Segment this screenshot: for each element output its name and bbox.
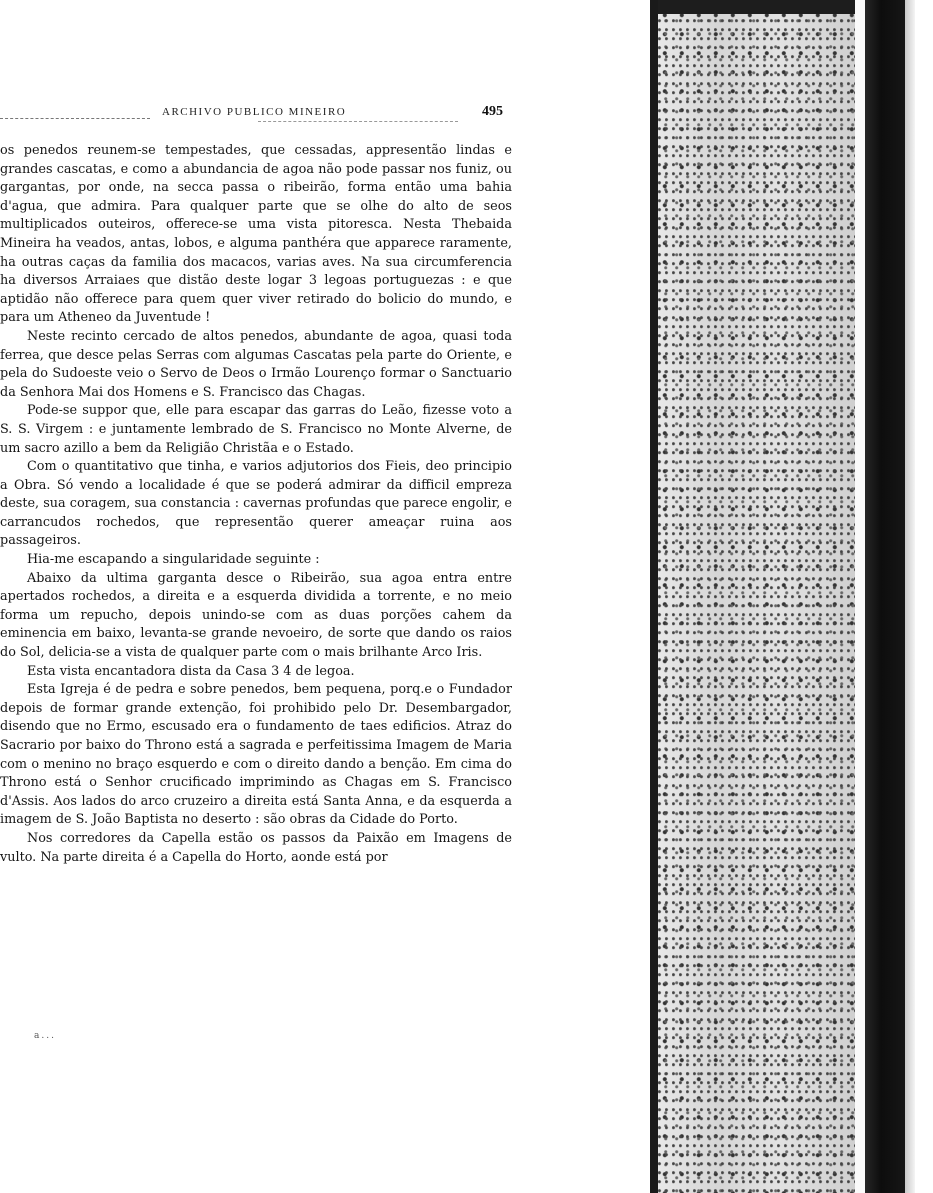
page-number: 495 xyxy=(482,104,503,119)
paragraph-6: Abaixo da ultima garganta desce o Ribeirão, sua agoa entra entre apertados rochedos, a direita e a esquerda dividida a torrente, e no meio forma um repucho, depois unindo-se com as duas porções cahem da eminencia em baixo, levanta-se grande nevoeiro, de sorte que dando os raios do Sol, delicia-se a vista de qualquer parte com o mais brilhante Arco Iris. xyxy=(0,570,512,661)
paragraph-2: Neste recinto cercado de altos penedos, abundante de agoa, quasi toda ferrea, que desce pelas Serras com algumas Cascatas pela parte do Oriente, e pela do Sudoeste veio o Servo de Deos o Irmão Lourenço formar o Sanctuario da Senhora Mai dos Homens e S. Francisco das Chagas. xyxy=(0,328,512,400)
paragraph-1: os penedos reunem-se tempestades, que cessadas, appresentão lindas e grandes cascatas, e como a abundancia de agoa não pode passar nos funiz, ou gargantas, por onde, na secca passa o ribeirão, forma então uma bahia d'agua, que admira. Para qualquer parte que se olhe do alto de seos multiplicados outeiros, offerece-se uma vista pitoresca. Nesta Thebaida Mineira ha veados, antas, lobos, e alguma panthéra que apparece raramente, ha outras caças da familia dos macacos, varias aves. Na sua circumferencia ha diversos Arraiaes que distão deste logar 3 legoas portuguezas : e que aptidão não offerece para quem quer viver retirado do bolicio do mundo, e para um Atheneo da Juventude ! xyxy=(0,143,512,326)
paragraph-4: Com o quantitativo que tinha, e varios adjutorios dos Fieis, deo principio a Obra. Só vendo a localidade é que se poderá admirar da difficil empreza deste, sua coragem, sua constancia : cavernas profundas que parece engolir, e carrancudos rochedos, que representão querer ameaçar ruina aos passageiros. xyxy=(0,459,512,549)
paragraph-9: Nos corredores da Capella estão os passos da Paixão em Imagens de vulto. Na parte direita é a Capella do Horto, aonde está por xyxy=(0,830,512,865)
paragraph-5: Hia-me escapando a singularidade seguinte : xyxy=(27,552,320,568)
paragraph-7: Esta vista encantadora dista da Casa 3 4 de legoa. xyxy=(27,663,355,679)
page-header xyxy=(0,102,520,122)
edge-highlight xyxy=(855,0,865,1193)
paragraph-3: Pode-se suppor que, elle para escapar das garras do Leão, fizesse voto a S. S. Virgem : e juntamente lembrado de S. Francisco no Monte Alverne, de um sacro azillo a bem da Religião Christãa e o Estado. xyxy=(0,403,512,456)
edge-binding-fade xyxy=(905,0,915,1193)
header-rule-right xyxy=(258,121,458,122)
running-title: ARCHIVO PUBLICO MINEIRO xyxy=(162,106,347,118)
paragraph-8: Esta Igreja é de pedra e sobre penedos, bem pequena, porq.e o Fundador depois de formar grande extenção, foi prohibido pelo Dr. Desembargador, disendo que no Ermo, escusado era o fundamento de taes edificios. Atraz do Sacrario por baixo do Throno está a sagrada e perfeitissima Imagem de Maria com o menino no braço esquerdo e com o direito dando a benção. Em cima do Throno está o Senhor crucificado imprimindo as Chagas em S. Francisco d'Assis. Aos lados do arco cruzeiro a direita está Santa Anna, e da esquerda a imagem de S. João Baptista no deserto : são obras da Cidade do Porto. xyxy=(0,682,512,828)
page-tail-mark: a... xyxy=(34,1031,56,1041)
edge-shadow-line xyxy=(650,0,658,1193)
body-text xyxy=(0,142,512,867)
header-rule-left xyxy=(0,118,150,119)
edge-margin xyxy=(915,0,933,1193)
book-binding-edge xyxy=(650,0,933,1193)
edge-binding-dark xyxy=(865,0,905,1193)
edge-speckled-page-stack xyxy=(658,0,858,1193)
